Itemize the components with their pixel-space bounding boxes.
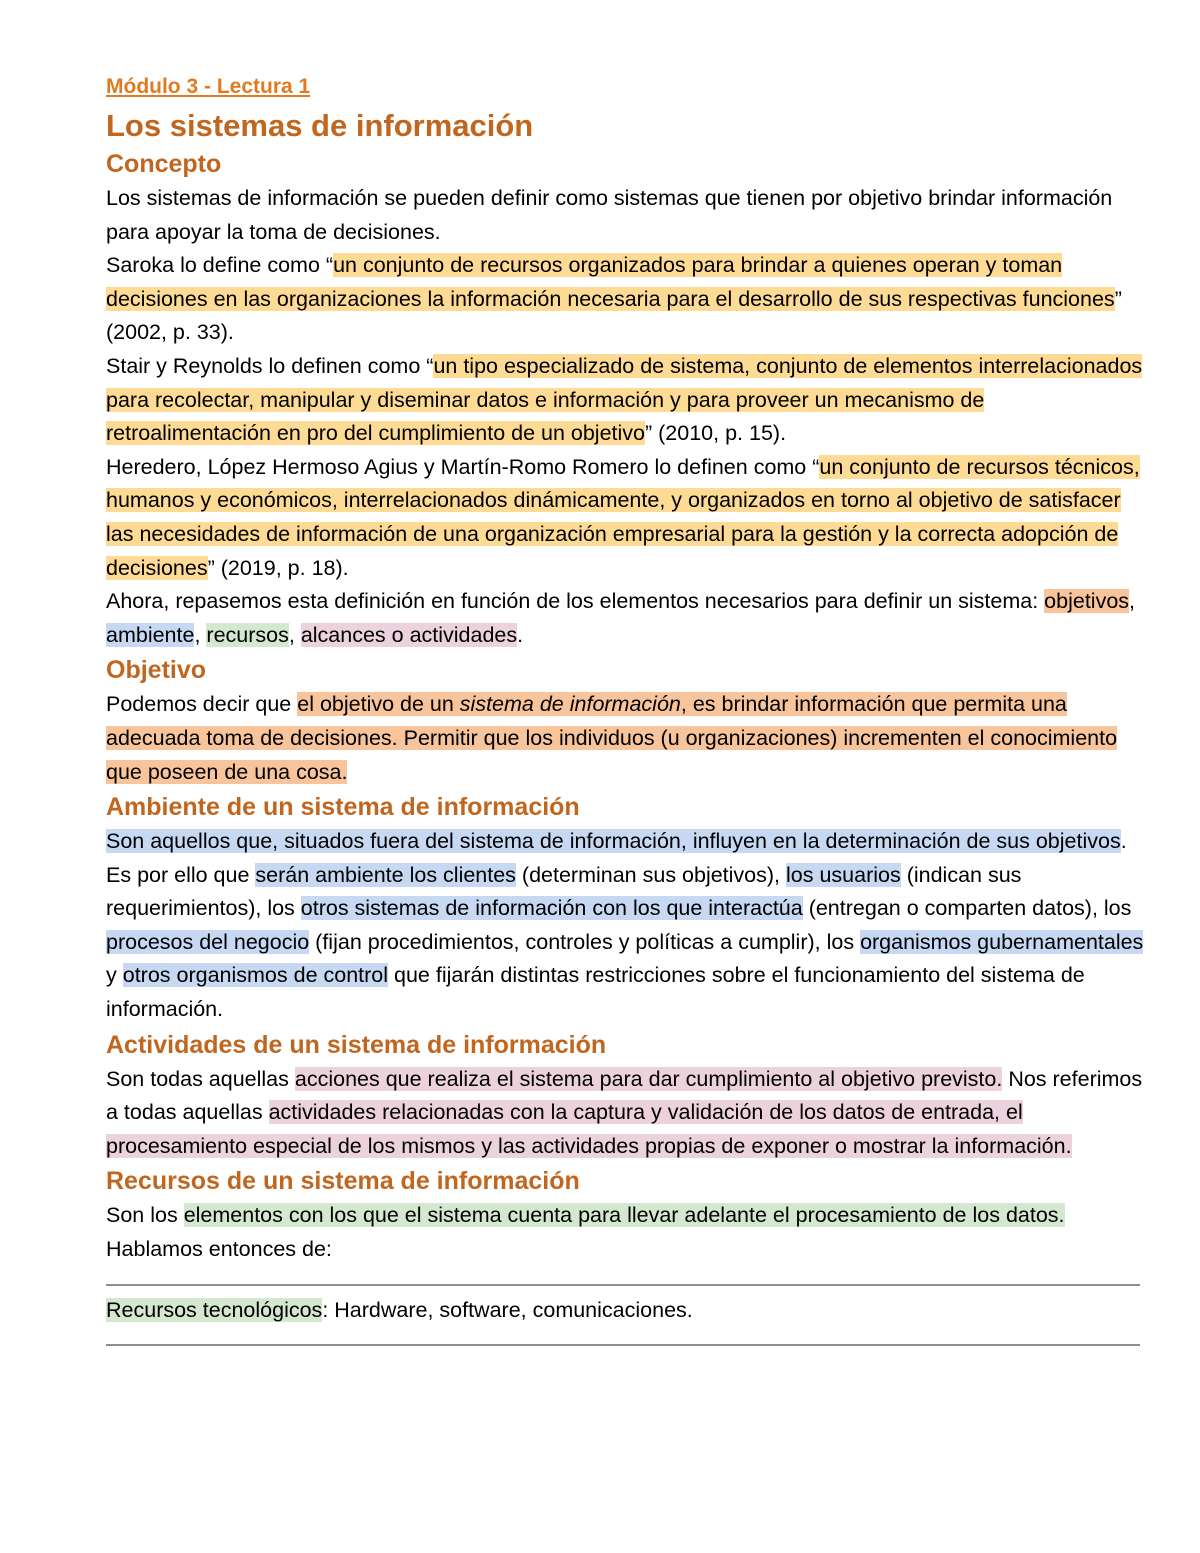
- ambiente-t3: (indican sus requerimientos), los: [106, 862, 1022, 921]
- paragraph-objetivo: [106, 688, 1145, 789]
- recursos-t1: Hablamos entonces de:: [106, 1237, 332, 1262]
- term-alcances: alcances o actividades: [300, 622, 518, 647]
- document-title: Los sistemas de información: [106, 108, 534, 143]
- recursos-tecnologicos-label: Recursos tecnológicos: [106, 1297, 323, 1322]
- ambiente-t2: (determinan sus objetivos),: [515, 862, 786, 887]
- saroka-post: ” (2002, p. 33).: [106, 286, 1122, 345]
- separator: ,: [194, 622, 207, 647]
- ambiente-hl7: otros organismos de control: [122, 963, 389, 988]
- repaso-end: .: [517, 622, 524, 647]
- ambiente-hl5: procesos del negocio: [106, 929, 310, 954]
- recursos-pre: Son los: [106, 1203, 184, 1228]
- paragraph-actividades: [106, 1063, 1145, 1164]
- ambiente-hl3: los usuarios: [786, 862, 901, 887]
- saroka-pre: Saroka lo define como “: [106, 253, 334, 278]
- paragraph-ambiente: [106, 825, 1145, 1027]
- ambiente-t1: . Es por ello que: [106, 829, 1127, 887]
- heading-objetivo: Objetivo: [106, 656, 207, 685]
- saroka-quote: un conjunto de recursos organizados para brindar a quienes operan y toman decisiones en las organizaciones la información necesaria para el desarrollo de sus respectivas funciones: [106, 253, 1115, 311]
- heading-recursos: Recursos de un sistema de información: [106, 1167, 580, 1196]
- recursos-hl1: elementos con los que el sistema cuenta para llevar adelante el procesamiento de los datos.: [183, 1203, 1065, 1228]
- repaso-pre: Ahora, repasemos esta definición en función de los elementos necesarios para definir un sistema:: [106, 589, 1045, 614]
- paragraph-heredero: [106, 451, 1145, 585]
- ambiente-hl1: Son aquellos que, situados fuera del sistema de información, influyen en la determinación de sus objetivos: [106, 829, 1121, 854]
- objetivo-pre: Podemos decir que: [106, 692, 298, 717]
- objetivo-hl-a: el objetivo de un: [297, 692, 460, 717]
- heredero-quote: un conjunto de recursos técnicos, humanos y económicos, interrelacionados dinámicamente, y organizados en torno al objetivo de satisfacer las necesidades de información de una organización empresarial para la gestión y la correcta adopción de decisiones: [106, 454, 1140, 580]
- heading-actividades: Actividades de un sistema de información: [106, 1030, 607, 1059]
- concepto-intro-text: Los sistemas de información se pueden definir como sistemas que tienen por objetivo brindar información para apoyar la toma de decisiones.: [106, 186, 1113, 244]
- stair-post: ” (2010, p. 15).: [645, 421, 787, 446]
- ambiente-t5: (fijan procedimientos, controles y políticas a cumplir), los: [309, 929, 861, 954]
- actividades-hl2: actividades relacionadas con la captura y validación de los datos de entrada, el procesamiento especial de los mismos y las actividades propias de exponer o mostrar la información.: [106, 1100, 1072, 1158]
- stair-pre: Stair y Reynolds lo definen como “: [106, 353, 434, 378]
- recursos-tecnologicos-text: : Hardware, software, comunicaciones.: [322, 1297, 693, 1322]
- paragraph-repaso: [106, 585, 1145, 652]
- heading-concepto: Concepto: [106, 150, 222, 178]
- separator: ,: [288, 622, 301, 647]
- heading-ambiente: Ambiente de un sistema de información: [106, 793, 580, 822]
- term-ambiente: ambiente: [106, 622, 195, 647]
- ambiente-t4: (entregan o comparten datos), los: [802, 896, 1132, 921]
- paragraph-stair: [106, 350, 1145, 451]
- module-link[interactable]: Módulo 3 - Lectura 1: [106, 75, 311, 98]
- actividades-pre: Son todas aquellas: [106, 1066, 295, 1091]
- paragraph-recursos-tecnologicos: [106, 1294, 1145, 1328]
- paragraph-concepto-intro: [106, 182, 1145, 249]
- ambiente-hl6: organismos gubernamentales: [860, 929, 1144, 954]
- actividades-t1: Nos referimos a todas aquellas: [106, 1066, 1143, 1125]
- stair-quote: un tipo especializado de sistema, conjunto de elementos interrelacionados para recolectar, manipular y diseminar datos e información y para proveer un mecanismo de retroalimentación en pro del cumplimiento de un objetivo: [106, 353, 1143, 446]
- objetivo-hl-italic: sistema de información: [459, 692, 681, 717]
- ambiente-t7: que fijarán distintas restricciones sobre el funcionamiento del sistema de información.: [106, 963, 1085, 1022]
- paragraph-recursos: [106, 1199, 1145, 1266]
- actividades-hl1: acciones que realiza el sistema para dar cumplimiento al objetivo previsto.: [294, 1066, 1003, 1091]
- objetivo-hl-b: , es brindar información que permita una adecuada toma de decisiones. Permitir que los individuos (u organizaciones) incrementen el conocimiento que poseen de una cosa.: [106, 692, 1118, 784]
- ambiente-t6: y: [106, 963, 123, 988]
- term-recursos: recursos: [206, 622, 289, 647]
- separator: ,: [1129, 589, 1136, 614]
- heredero-pre: Heredero, López Hermoso Agius y Martín-Romo Romero lo definen como “: [106, 454, 820, 479]
- divider: [106, 1344, 1140, 1346]
- divider: [106, 1284, 1140, 1286]
- term-objetivos: objetivos: [1044, 589, 1130, 614]
- ambiente-hl4: otros sistemas de información con los que interactúa: [300, 896, 803, 921]
- heredero-post: ” (2019, p. 18).: [207, 555, 349, 580]
- paragraph-saroka: [106, 249, 1145, 350]
- ambiente-hl2: serán ambiente los clientes: [255, 862, 516, 887]
